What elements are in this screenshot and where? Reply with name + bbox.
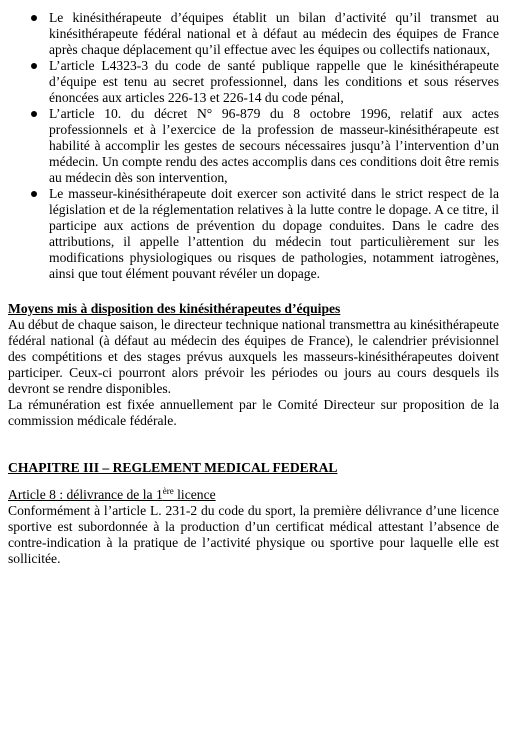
list-item (8, 186, 499, 282)
list-item-text: Le masseur-kinésithérapeute doit exercer son activité dans le strict respect de la législation et de la réglementation relatives à la lutte contre le dopage. A ce titre, il participe aux actions de prévention du dopage conduites. Dans le cadre des attributions, il appelle l’attention du médecin tout particulièrement sur les modifications physiologiques ou risques de pathologies, notamment iatrogènes, ainsi que tout élément pouvant révéler un dopage. (49, 186, 499, 281)
bullet-list (8, 10, 499, 282)
article-title-superscript: ère (162, 486, 174, 496)
bullet-icon (31, 111, 37, 117)
article-title (8, 487, 499, 503)
bullet-icon (31, 15, 37, 21)
list-item-text: Le kinésithérapeute d’équipes établit un bilan d’activité qu’il transmet au kinésithérapeute fédéral national et à défaut au médecin des équipes de France après chaque déplacement qu’il effectue avec les équipes ou collectifs nationaux, (49, 10, 499, 57)
list-item-text: L’article 10. du décret N° 96-879 du 8 octobre 1996, relatif aux actes professionnels et à l’exercice de la profession de masseur-kinésithérapeute est habilité à accomplir les gestes de secours nécessaires jusqu’à l’intervention d’un médecin. Un compte rendu des actes accomplis dans ces conditions doit être remis au médecin dès son intervention, (49, 106, 499, 185)
paragraph-remuneration: La rémunération est fixée annuellement par le Comité Directeur sur proposition de la commission médicale fédérale. (8, 397, 499, 428)
paragraph-licence: Conformément à l’article L. 231-2 du code du sport, la première délivrance d’une licence sportive est subordonnée à la production d’un certificat médical attestant l’absence de contre-indication à la pratique de l’activité physique ou sportive pour laquelle elle est sollicitée. (8, 503, 499, 566)
list-item-text: L’article L4323-3 du code de santé publique rappelle que le kinésithérapeute d’équipe est tenu au secret professionnel, dans les conditions et sous réserves énoncées aux articles 226-13 et 226-14 du code pénal, (49, 58, 499, 105)
list-item (8, 106, 499, 186)
bullet-icon (31, 63, 37, 69)
article-title-suffix: licence (173, 487, 216, 502)
list-item (8, 10, 499, 58)
bullet-icon (31, 191, 37, 197)
section-heading: Moyens mis à disposition des kinésithérapeutes d’équipes (8, 301, 341, 316)
article-title-prefix: Article 8 : délivrance de la 1 (8, 487, 163, 502)
paragraph-calendar: Au début de chaque saison, le directeur technique national transmettra au kinésithérapeute fédéral national (à défaut au médecin des équipes de France), le calendrier prévisionnel des compétitions et des stages prévus auxquels les masseurs-kinésithérapeutes doivent participer. Ceux-ci pourront alors prévoir les périodes ou jours au cours desquels ils devront se rendre disponibles. (8, 317, 499, 396)
chapter-title: CHAPITRE III – REGLEMENT MEDICAL FEDERAL (8, 460, 338, 475)
list-item (8, 58, 499, 106)
